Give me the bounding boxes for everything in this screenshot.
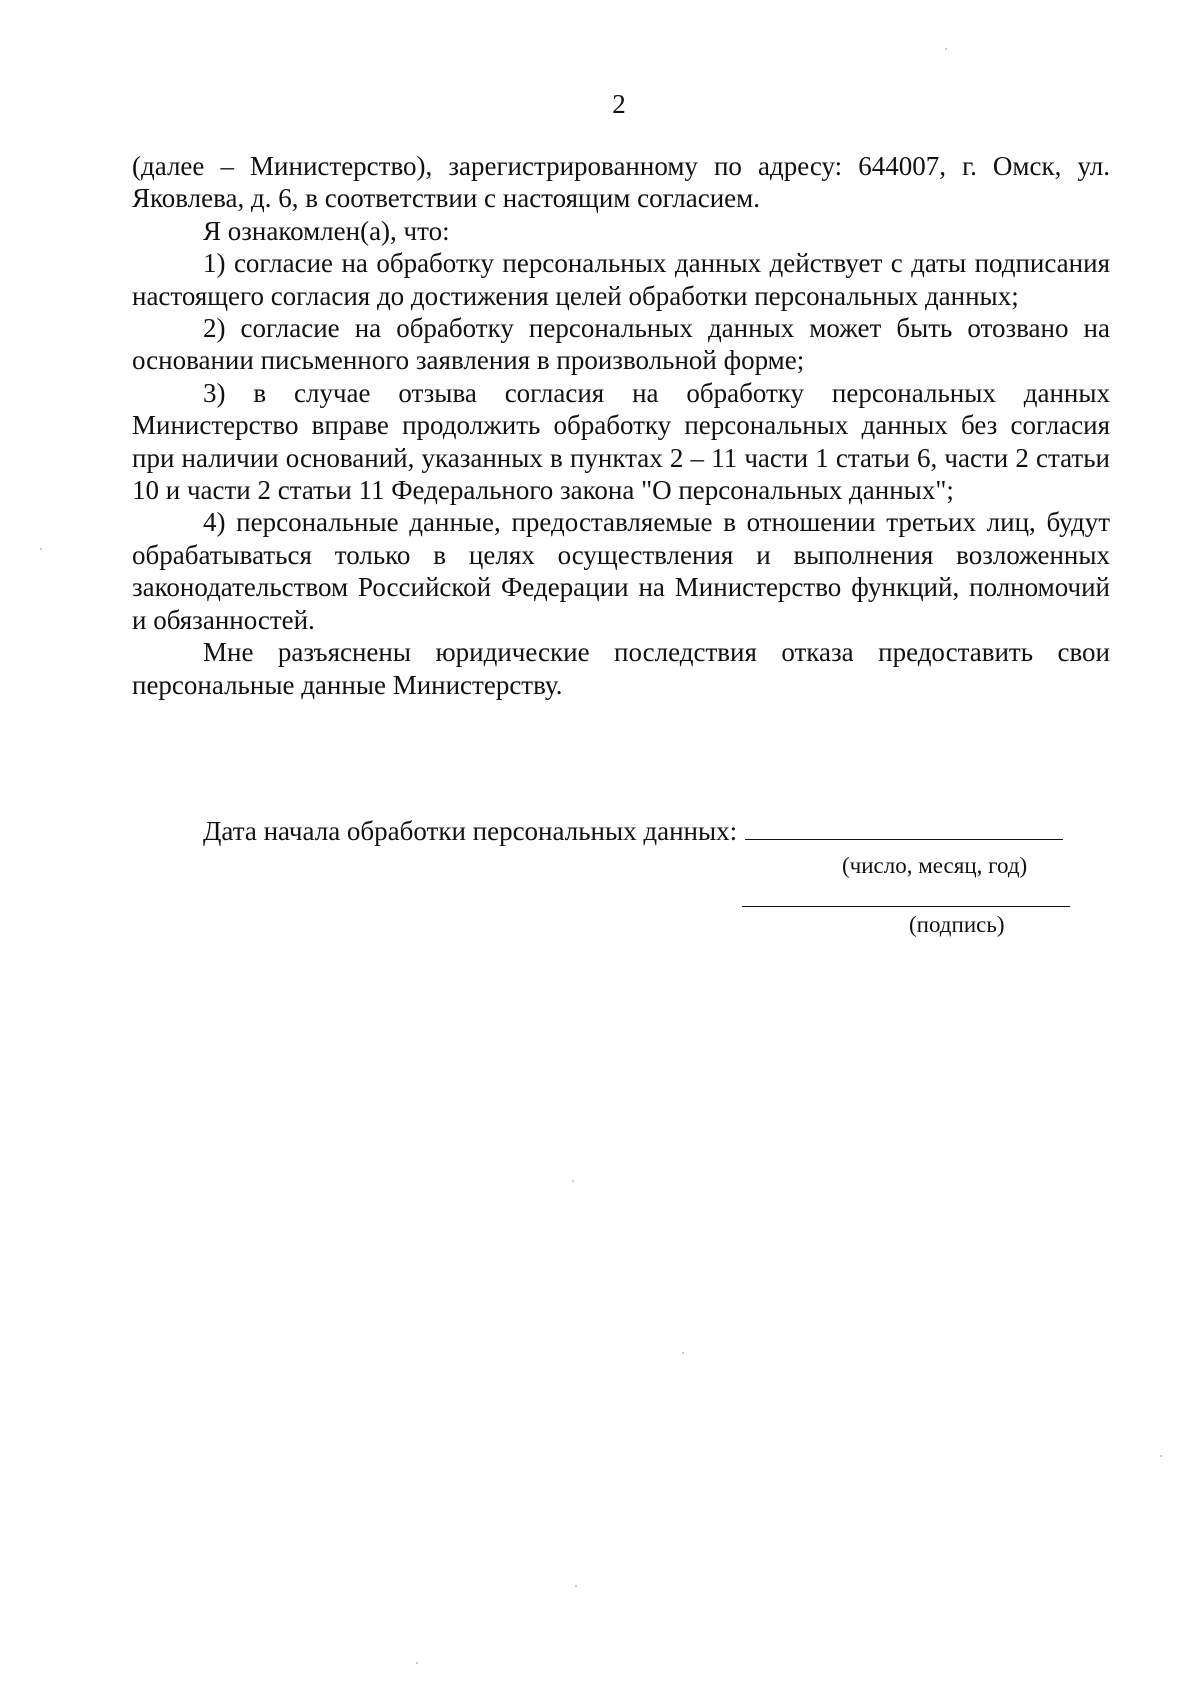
document-body	[132, 150, 1110, 701]
processing-start-date-blank	[745, 817, 1063, 840]
signature-blank-line	[742, 906, 1070, 907]
paragraph-consequences: Мне разъяснены юридические последствия отказа предоставить свои персональные данные Министерству.	[132, 637, 1110, 700]
paragraph-item-4: 4) персональные данные, предоставляемые в отношении третьих лиц, будут обрабатываться только в целях осуществления и выполнения возложенных законодательством Российской Федерации на Министерство функций, полномочий и обязанностей.	[132, 507, 1110, 635]
signature-caption: (подпись)	[909, 912, 1005, 937]
paragraph-item-2: 2) согласие на обработку персональных данных может быть отозвано на основании письменного заявления в произвольной форме;	[132, 313, 1110, 376]
page-number: 2	[612, 89, 626, 119]
paragraph-item-3: 3) в случае отзыва согласия на обработку персональных данных Министерство вправе продолжить обработку персональных данных без согласия при наличии оснований, указанных в пунктах 2 – 11 части 1 статьи 6, части 2 статьи 10 и части 2 статьи 11 Федерального закона "О персональных данных";	[132, 377, 1110, 506]
scan-speck	[575, 1585, 577, 1587]
paragraph-acknowledgement: Я ознакомлен(а), что:	[203, 215, 450, 246]
paragraph-item-1: 1) согласие на обработку персональных данных действует с даты подписания настоящего согласия до достижения целей обработки персональных данных;	[132, 248, 1110, 311]
scan-speck	[416, 1662, 418, 1664]
processing-start-date-row	[203, 815, 1063, 847]
scan-speck	[945, 48, 947, 50]
scan-speck	[1160, 1455, 1162, 1457]
scan-speck	[682, 1352, 684, 1354]
date-caption: (число, месяц, год)	[842, 853, 1028, 878]
scan-speck	[40, 548, 42, 550]
paragraph-continuation: (далее – Министерство), зарегистрированному по адресу: 644007, г. Омск, ул. Яковлева, д. 6, в соответствии с настоящим согласием.	[132, 151, 1110, 214]
processing-start-date-label: Дата начала обработки персональных данных:	[203, 816, 738, 846]
scan-speck	[572, 1180, 574, 1182]
